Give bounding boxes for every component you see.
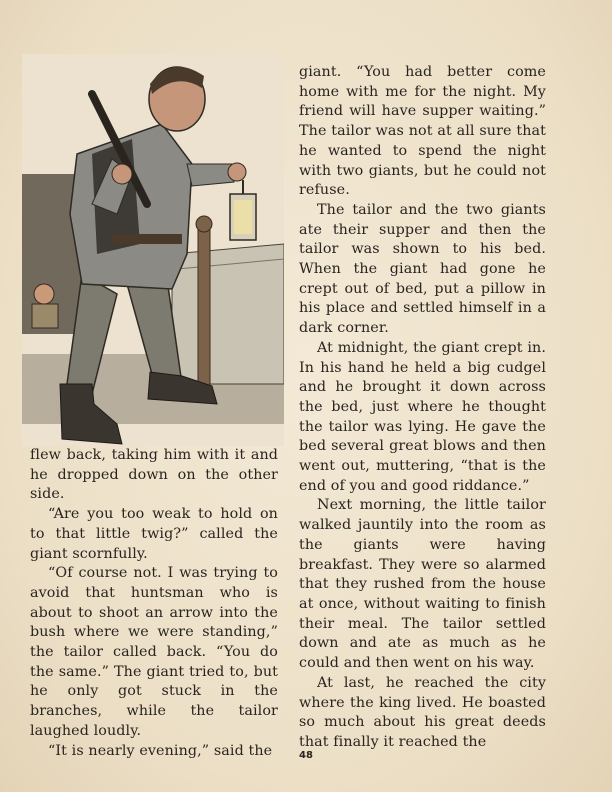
paragraph: “Of course not. I was trying to avoid that huntsman who is about to shoot an arrow into the bush where we were standing,” the tailor called back. “You do the same.” The giant tried to, but he only got stuck in the branches, while the tailor laughed loudly.: [30, 565, 278, 739]
left-text-column: [30, 446, 278, 761]
paragraph: giant. “You had better come home with me for the night. My friend will have supper waiting.” The tailor was not at all sure that he wanted to spend the night with two giants, but he could not refuse.: [299, 64, 546, 199]
paragraph: At last, he reached the city where the king lived. He boasted so much about his great deeds that finally it reached the: [299, 674, 546, 750]
paragraph: “Are you too weak to hold on to that little twig?” called the giant scornfully.: [30, 506, 278, 562]
giant-with-club-and-lantern-icon: [22, 54, 284, 446]
page-number: 48: [299, 750, 313, 761]
paragraph: flew back, taking him with it and he dropped down on the other side.: [30, 447, 278, 503]
paragraph: The tailor and the two giants ate their supper and then the tailor was shown to his bed. When the giant had gone he crept out of bed, put a pillow in his place and settled himself in a dark corner.: [299, 201, 546, 337]
paragraph: Next morning, the little tailor walked jauntily into the room as the giants were having breakfast. They were so alarmed that they rushed from the house at once, without waiting to finish their meal. The tailor settled down and ate as much as he could and then went on his way.: [299, 497, 546, 672]
giant-illustration: [22, 54, 284, 446]
right-text-column: [299, 63, 546, 753]
paragraph: At midnight, the giant crept in. In his hand he held a big cudgel and he brought it down across the bed, just where he thought the tailor was lying. He gave the bed several great blows and then went out, muttering, “that is the end of you and good riddance.”: [299, 339, 546, 494]
paragraph: “It is nearly evening,” said the: [48, 742, 273, 759]
